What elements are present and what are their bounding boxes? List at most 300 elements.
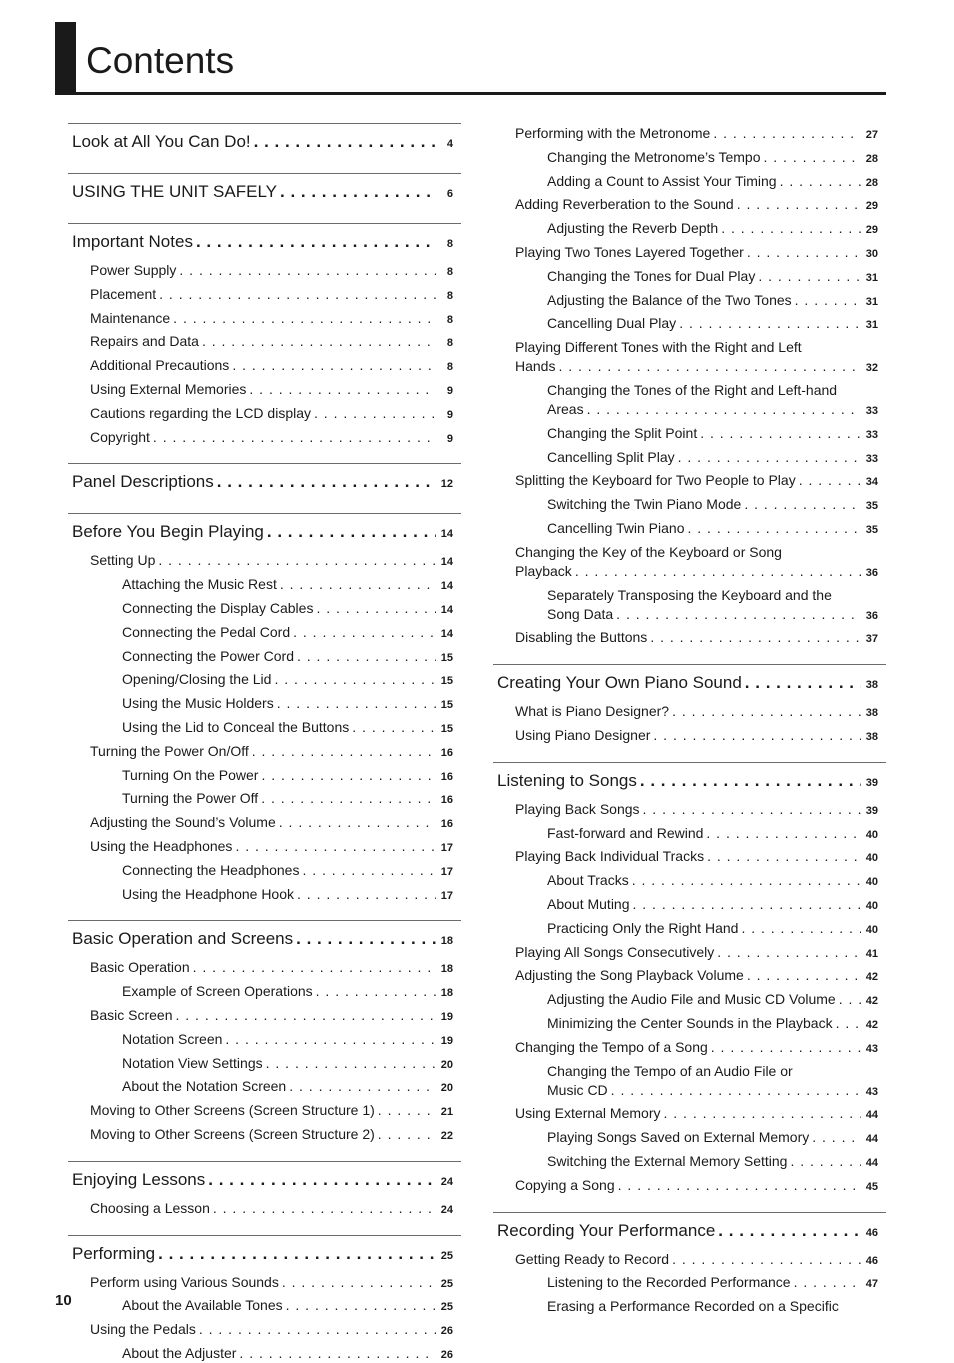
entry-label: Changing the Tones for Dual Play <box>547 267 756 284</box>
page-ref: 33 <box>865 452 878 465</box>
toc-entry[interactable] <box>515 701 878 721</box>
page-ref: 46 <box>865 1254 878 1267</box>
dot-leader <box>721 218 861 238</box>
toc-subentry[interactable] <box>547 918 878 938</box>
entry-label: Cautions regarding the LCD display <box>90 404 312 421</box>
page-ref: 33 <box>865 428 878 441</box>
toc-entry[interactable] <box>90 308 453 328</box>
toc-entry[interactable] <box>515 1249 878 1269</box>
toc-section-entry[interactable] <box>72 1169 453 1191</box>
dot-leader <box>282 1272 436 1292</box>
page-ref: 42 <box>865 971 878 984</box>
page-ref: 18 <box>440 987 453 1000</box>
entry-label: Power Supply <box>90 262 177 278</box>
toc-entry[interactable] <box>515 627 878 647</box>
page-ref: 39 <box>865 804 878 817</box>
page-ref: 26 <box>440 1325 453 1338</box>
page-ref: 17 <box>440 842 453 854</box>
toc-subentry[interactable] <box>122 622 453 642</box>
title-marker-bar <box>55 22 76 94</box>
toc-subentry[interactable] <box>122 765 453 785</box>
dot-leader <box>196 231 436 253</box>
entry-label: Using External Memory <box>515 1105 661 1122</box>
page-ref: 38 <box>865 707 878 720</box>
toc-subentry[interactable] <box>122 981 453 1001</box>
dot-leader <box>711 1037 861 1057</box>
dot-leader <box>225 1029 436 1049</box>
dot-leader <box>153 427 436 447</box>
page-ref: 19 <box>440 1034 453 1047</box>
toc-subentry[interactable] <box>547 266 878 286</box>
dot-leader <box>159 284 436 304</box>
toc-subentry[interactable] <box>547 147 878 167</box>
toc-entry[interactable] <box>90 284 453 304</box>
entry-label: Moving to Other Screens (Screen Structure 2) <box>90 1126 375 1142</box>
dot-leader <box>650 627 861 647</box>
dot-leader <box>718 1220 861 1242</box>
page-ref: 6 <box>446 188 453 200</box>
page-ref: 21 <box>440 1106 453 1119</box>
toc-subentry[interactable] <box>547 1127 878 1147</box>
dot-leader <box>611 1080 861 1100</box>
toc-entry[interactable] <box>90 836 453 856</box>
dot-leader <box>232 355 436 375</box>
toc-entry[interactable] <box>515 1037 878 1057</box>
dot-leader <box>633 894 862 914</box>
entry-label: Using the Lid to Conceal the Buttons <box>122 719 350 735</box>
entry-label: Adjusting the Sound’s Volume <box>90 814 276 831</box>
toc-subentry[interactable] <box>547 518 878 538</box>
toc-subentry[interactable] <box>122 884 453 904</box>
page-ref: 15 <box>440 699 453 712</box>
entry-label: Splitting the Keyboard for Two People to Play <box>515 472 796 489</box>
entry-label: Using the Pedals <box>90 1321 196 1338</box>
page-ref: 16 <box>440 746 453 759</box>
page-ref: 14 <box>440 556 453 569</box>
dot-leader <box>352 717 436 737</box>
toc-entry[interactable] <box>515 799 878 819</box>
toc-entry[interactable] <box>515 356 878 376</box>
entry-label: Repairs and Data <box>90 333 199 350</box>
dot-leader <box>252 741 436 761</box>
toc-subentry[interactable] <box>122 1076 453 1096</box>
page-ref: 8 <box>446 289 453 302</box>
toc-entry[interactable] <box>515 470 878 490</box>
toc-subentry[interactable] <box>547 894 878 914</box>
toc-entry[interactable] <box>515 942 878 962</box>
toc-entry[interactable] <box>515 1103 878 1123</box>
page-ref: 9 <box>446 408 453 421</box>
entry-label: Copying a Song <box>515 1176 615 1193</box>
toc-subentry[interactable] <box>122 1343 453 1363</box>
toc-entry[interactable] <box>90 427 453 447</box>
page-ref: 40 <box>865 852 878 865</box>
dot-leader <box>706 823 861 843</box>
toc-section-entry[interactable] <box>497 672 878 694</box>
toc-subentry[interactable] <box>122 598 453 618</box>
toc-subentry[interactable] <box>547 870 878 890</box>
page-number: 10 <box>55 1292 72 1309</box>
toc-entry[interactable] <box>515 725 878 745</box>
page-ref: 12 <box>440 478 453 491</box>
toc-entry-line1: Playing Different Tones with the Right and Left <box>515 339 802 356</box>
entry-label: About the Notation Screen <box>122 1078 287 1095</box>
dot-leader <box>280 181 436 203</box>
toc-entry[interactable] <box>90 403 453 423</box>
toc-subentry[interactable] <box>547 1080 878 1100</box>
page-ref: 43 <box>865 1085 878 1098</box>
entry-label: Changing the Split Point <box>547 424 698 441</box>
entry-label: Practicing Only the Right Hand <box>547 919 739 936</box>
dot-leader <box>799 470 861 490</box>
page-ref: 40 <box>865 923 878 936</box>
entry-label: USING THE UNIT SAFELY <box>72 182 277 201</box>
toc-subentry[interactable] <box>122 574 453 594</box>
entry-label: Basic Operation and Screens <box>72 929 294 949</box>
toc-subentry-line1: Changing the Tones of the Right and Left-hand <box>547 382 838 398</box>
page-ref: 31 <box>865 295 878 308</box>
toc-subentry[interactable] <box>547 494 878 514</box>
toc-subentry[interactable] <box>547 1151 878 1171</box>
section-rule <box>68 513 461 514</box>
dot-leader <box>277 693 436 713</box>
toc-subentry[interactable] <box>547 1272 878 1292</box>
entry-label-cont: Music CD <box>547 1081 608 1098</box>
toc-subentry[interactable] <box>547 989 878 1009</box>
page-ref: 42 <box>865 1019 878 1031</box>
entry-label: Perform using Various Sounds <box>90 1273 279 1290</box>
page-ref: 30 <box>865 248 878 260</box>
page-ref: 42 <box>865 995 878 1008</box>
toc-entry[interactable] <box>515 194 878 214</box>
page-ref: 24 <box>440 1175 453 1188</box>
entry-label: Performing <box>72 1243 156 1263</box>
entry-label: Adjusting the Audio File and Music CD Volume <box>547 991 836 1008</box>
entry-label: Notation Screen <box>122 1030 223 1047</box>
dot-leader <box>267 521 436 543</box>
entry-label: Connecting the Headphones <box>122 861 300 878</box>
toc-entry[interactable] <box>515 1175 878 1195</box>
page-ref: 45 <box>865 1180 878 1193</box>
page-ref: 8 <box>446 313 453 326</box>
dot-leader <box>202 331 436 351</box>
toc-section-entry[interactable] <box>72 131 453 153</box>
entry-label: Additional Precautions <box>90 357 230 374</box>
toc-subentry[interactable] <box>122 1053 453 1073</box>
entry-label: Connecting the Power Cord <box>122 647 294 664</box>
entry-label: Cancelling Split Play <box>547 448 675 465</box>
page-ref: 14 <box>440 580 453 593</box>
dot-leader <box>254 131 436 153</box>
dot-leader <box>302 860 436 880</box>
toc-entry[interactable] <box>515 561 878 581</box>
dot-leader <box>289 1076 436 1096</box>
toc-entry[interactable] <box>90 1100 453 1120</box>
toc-entry[interactable] <box>515 242 878 262</box>
dot-leader <box>744 494 861 514</box>
toc-entry[interactable] <box>90 260 453 280</box>
page-ref: 31 <box>865 319 878 332</box>
page-ref: 8 <box>446 337 453 350</box>
dot-leader <box>780 171 861 191</box>
page-ref: 8 <box>446 361 453 374</box>
entry-label: Adding a Count to Assist Your Timing <box>547 172 777 189</box>
entry-label: Adjusting the Reverb Depth <box>547 220 719 237</box>
page-ref: 15 <box>440 675 453 688</box>
dot-leader <box>293 622 436 642</box>
entry-label: Changing the Tempo of a Song <box>515 1038 708 1055</box>
entry-label: Listening to Songs <box>497 770 637 790</box>
toc-entry[interactable] <box>515 965 878 985</box>
page-ref: 33 <box>865 405 878 417</box>
entry-label: Placement <box>90 285 157 302</box>
page-ref: 32 <box>865 362 878 375</box>
entry-label: Changing the Metronome’s Tempo <box>547 148 761 165</box>
dot-leader <box>812 1127 861 1147</box>
toc-subentry[interactable] <box>547 313 878 333</box>
page-ref: 14 <box>440 627 453 640</box>
toc-subentry[interactable] <box>547 218 878 238</box>
dot-leader <box>158 550 436 570</box>
page-ref: 38 <box>865 731 878 743</box>
entry-label: Turning On the Power <box>122 766 259 783</box>
entry-label: Panel Descriptions <box>72 472 214 492</box>
entry-label: About the Adjuster <box>122 1345 237 1361</box>
page-ref: 20 <box>440 1058 453 1071</box>
toc-subentry-continued[interactable]: Erasing a Performance Recorded on a Specific <box>547 1298 839 1315</box>
dot-leader <box>618 1175 861 1195</box>
entry-label: Disabling the Buttons <box>515 629 648 646</box>
dot-leader <box>235 836 436 856</box>
toc-entry[interactable] <box>515 846 878 866</box>
dot-leader <box>314 403 436 423</box>
entry-label: Using External Memories <box>90 381 247 397</box>
page-ref: 36 <box>865 566 878 579</box>
toc-subentry[interactable] <box>122 693 453 713</box>
entry-label: Using Piano Designer <box>515 727 651 743</box>
dot-leader <box>764 147 862 167</box>
toc-entry[interactable] <box>90 1198 453 1218</box>
page-ref: 17 <box>440 889 453 902</box>
entry-label: Turning the Power On/Off <box>90 742 249 759</box>
toc-subentry[interactable] <box>547 1013 878 1033</box>
entry-label: Listening to the Recorded Performance <box>547 1274 791 1291</box>
page-ref: 40 <box>865 900 878 912</box>
dot-leader <box>795 290 861 310</box>
dot-leader <box>286 1295 436 1315</box>
page-ref: 25 <box>440 1249 453 1262</box>
toc-section-entry[interactable] <box>72 231 453 253</box>
toc-entry[interactable] <box>90 550 453 570</box>
dot-leader <box>737 194 861 214</box>
dot-leader <box>747 242 861 262</box>
dot-leader <box>632 870 861 890</box>
entry-label: Using the Headphone Hook <box>122 885 295 902</box>
entry-label: Adjusting the Balance of the Two Tones <box>547 291 792 308</box>
dot-leader <box>179 260 436 280</box>
toc-subentry[interactable] <box>547 604 878 624</box>
entry-label: Attaching the Music Rest <box>122 576 277 593</box>
entry-label: Playing All Songs Consecutively <box>515 943 715 960</box>
dot-leader <box>261 765 436 785</box>
entry-label: Connecting the Display Cables <box>122 600 314 616</box>
dot-leader <box>378 1124 436 1144</box>
dot-leader <box>717 942 861 962</box>
page-ref: 15 <box>440 651 453 664</box>
dot-leader <box>640 770 861 792</box>
toc-subentry[interactable] <box>547 447 878 467</box>
toc-subentry[interactable] <box>547 171 878 191</box>
dot-leader <box>794 1272 861 1292</box>
dot-leader <box>249 379 436 399</box>
dot-leader <box>208 1169 436 1191</box>
page-ref: 8 <box>446 238 453 250</box>
dot-leader <box>747 965 861 985</box>
entry-label: Setting Up <box>90 552 156 569</box>
section-rule <box>68 1235 461 1236</box>
entry-label: Before You Begin Playing <box>72 522 264 542</box>
toc-entry[interactable] <box>90 1272 453 1292</box>
toc-section-entry[interactable] <box>72 928 453 950</box>
toc-subentry[interactable] <box>547 823 878 843</box>
entry-label: Adding Reverberation to the Sound <box>515 196 734 213</box>
section-rule <box>68 173 461 174</box>
dot-leader <box>575 561 861 581</box>
entry-label: Getting Ready to Record <box>515 1250 670 1267</box>
page-ref: 25 <box>440 1277 453 1290</box>
page-ref: 41 <box>865 947 878 960</box>
dot-leader <box>587 399 861 419</box>
page-ref: 25 <box>440 1301 453 1314</box>
page-ref: 29 <box>865 224 878 237</box>
entry-label: Basic Screen <box>90 1007 173 1023</box>
page-ref: 40 <box>865 828 878 841</box>
toc-section-entry[interactable] <box>72 181 453 203</box>
toc-subentry[interactable] <box>547 399 878 419</box>
dot-leader <box>672 1249 861 1269</box>
entry-label: Enjoying Lessons <box>72 1169 206 1189</box>
page-ref: 16 <box>440 818 453 831</box>
entry-label: Playing Songs Saved on External Memory <box>547 1129 810 1146</box>
toc-section-entry[interactable] <box>497 770 878 792</box>
entry-label: Choosing a Lesson <box>90 1199 210 1216</box>
page-ref: 26 <box>440 1349 453 1361</box>
dot-leader <box>274 669 436 689</box>
page-ref: 35 <box>865 524 878 536</box>
page-ref: 43 <box>865 1042 878 1055</box>
entry-label: Moving to Other Screens (Screen Structure 1) <box>90 1102 375 1119</box>
entry-label: Recording Your Performance <box>497 1220 716 1240</box>
toc-section-entry[interactable] <box>72 471 453 493</box>
toc-entry[interactable] <box>90 741 453 761</box>
page-ref: 19 <box>440 1011 453 1023</box>
entry-label: Switching the Twin Piano Mode <box>547 496 742 513</box>
toc-entry[interactable] <box>515 123 878 143</box>
toc-section-entry[interactable] <box>72 521 453 543</box>
dot-leader <box>316 598 436 618</box>
dot-leader <box>653 725 861 745</box>
entry-label: What is Piano Designer? <box>515 703 670 720</box>
toc-entry[interactable] <box>90 1005 453 1025</box>
toc-subentry[interactable] <box>547 423 878 443</box>
section-rule <box>68 223 461 224</box>
toc-subentry[interactable] <box>122 669 453 689</box>
dot-leader <box>193 957 436 977</box>
entry-label: Opening/Closing the Lid <box>122 671 272 688</box>
toc-entry[interactable] <box>90 331 453 351</box>
page-ref: 28 <box>865 176 878 189</box>
toc-subentry-line1: Changing the Tempo of an Audio File or <box>547 1062 793 1079</box>
page-ref: 18 <box>440 963 453 976</box>
page-ref: 18 <box>440 935 453 948</box>
page-ref: 47 <box>865 1278 878 1291</box>
toc-entry[interactable] <box>90 1319 453 1339</box>
entry-label: Fast-forward and Rewind <box>547 824 704 841</box>
toc-subentry[interactable] <box>122 717 453 737</box>
entry-label: Basic Operation <box>90 959 190 976</box>
entry-label: Connecting the Pedal Cord <box>122 623 291 640</box>
toc-subentry-line1: Separately Transposing the Keyboard and the <box>547 586 832 603</box>
page-ref: 31 <box>865 271 878 284</box>
page-ref: 37 <box>865 633 878 646</box>
toc-subentry[interactable] <box>122 1029 453 1049</box>
entry-label: Turning the Power Off <box>122 790 259 807</box>
entry-label: Minimizing the Center Sounds in the Playback <box>547 1015 833 1031</box>
toc-subentry[interactable] <box>122 646 453 666</box>
dot-leader <box>316 981 436 1001</box>
dot-leader <box>558 356 861 376</box>
toc-subentry[interactable] <box>122 860 453 880</box>
dot-leader <box>266 1053 436 1073</box>
dot-leader <box>664 1103 862 1123</box>
entry-label: Important Notes <box>72 232 193 251</box>
entry-label: Performing with the Metronome <box>515 125 711 141</box>
dot-leader <box>713 123 861 143</box>
toc-entry[interactable] <box>90 812 453 832</box>
toc-entry[interactable] <box>90 957 453 977</box>
entry-label: Switching the External Memory Setting <box>547 1153 788 1169</box>
toc-subentry[interactable] <box>122 788 453 808</box>
toc-subentry[interactable] <box>547 290 878 310</box>
page-ref: 38 <box>865 679 878 692</box>
toc-subentry[interactable] <box>122 1295 453 1315</box>
page-ref: 28 <box>865 152 878 165</box>
section-rule <box>68 123 461 124</box>
toc-section-entry[interactable] <box>497 1220 878 1242</box>
page-ref: 8 <box>446 266 453 278</box>
toc-entry[interactable] <box>90 379 453 399</box>
dot-leader <box>678 447 861 467</box>
toc-entry[interactable] <box>90 1124 453 1144</box>
entry-label: About Tracks <box>547 872 629 889</box>
dot-leader <box>279 812 436 832</box>
dot-leader <box>745 672 861 694</box>
toc-section-entry[interactable] <box>72 1243 453 1265</box>
page-ref: 39 <box>865 776 878 789</box>
dot-leader <box>261 788 436 808</box>
dot-leader <box>296 928 436 950</box>
page-ref: 44 <box>865 1133 878 1146</box>
dot-leader <box>688 518 862 538</box>
entry-label: Cancelling Twin Piano <box>547 520 685 536</box>
dot-leader <box>707 846 861 866</box>
entry-label: About the Available Tones <box>122 1297 283 1314</box>
toc-entry[interactable] <box>90 355 453 375</box>
dot-leader <box>790 1151 861 1171</box>
page-ref: 40 <box>865 876 878 889</box>
entry-label: Playing Two Tones Layered Together <box>515 244 744 260</box>
toc-entry-line1: Changing the Key of the Keyboard or Song <box>515 543 782 560</box>
